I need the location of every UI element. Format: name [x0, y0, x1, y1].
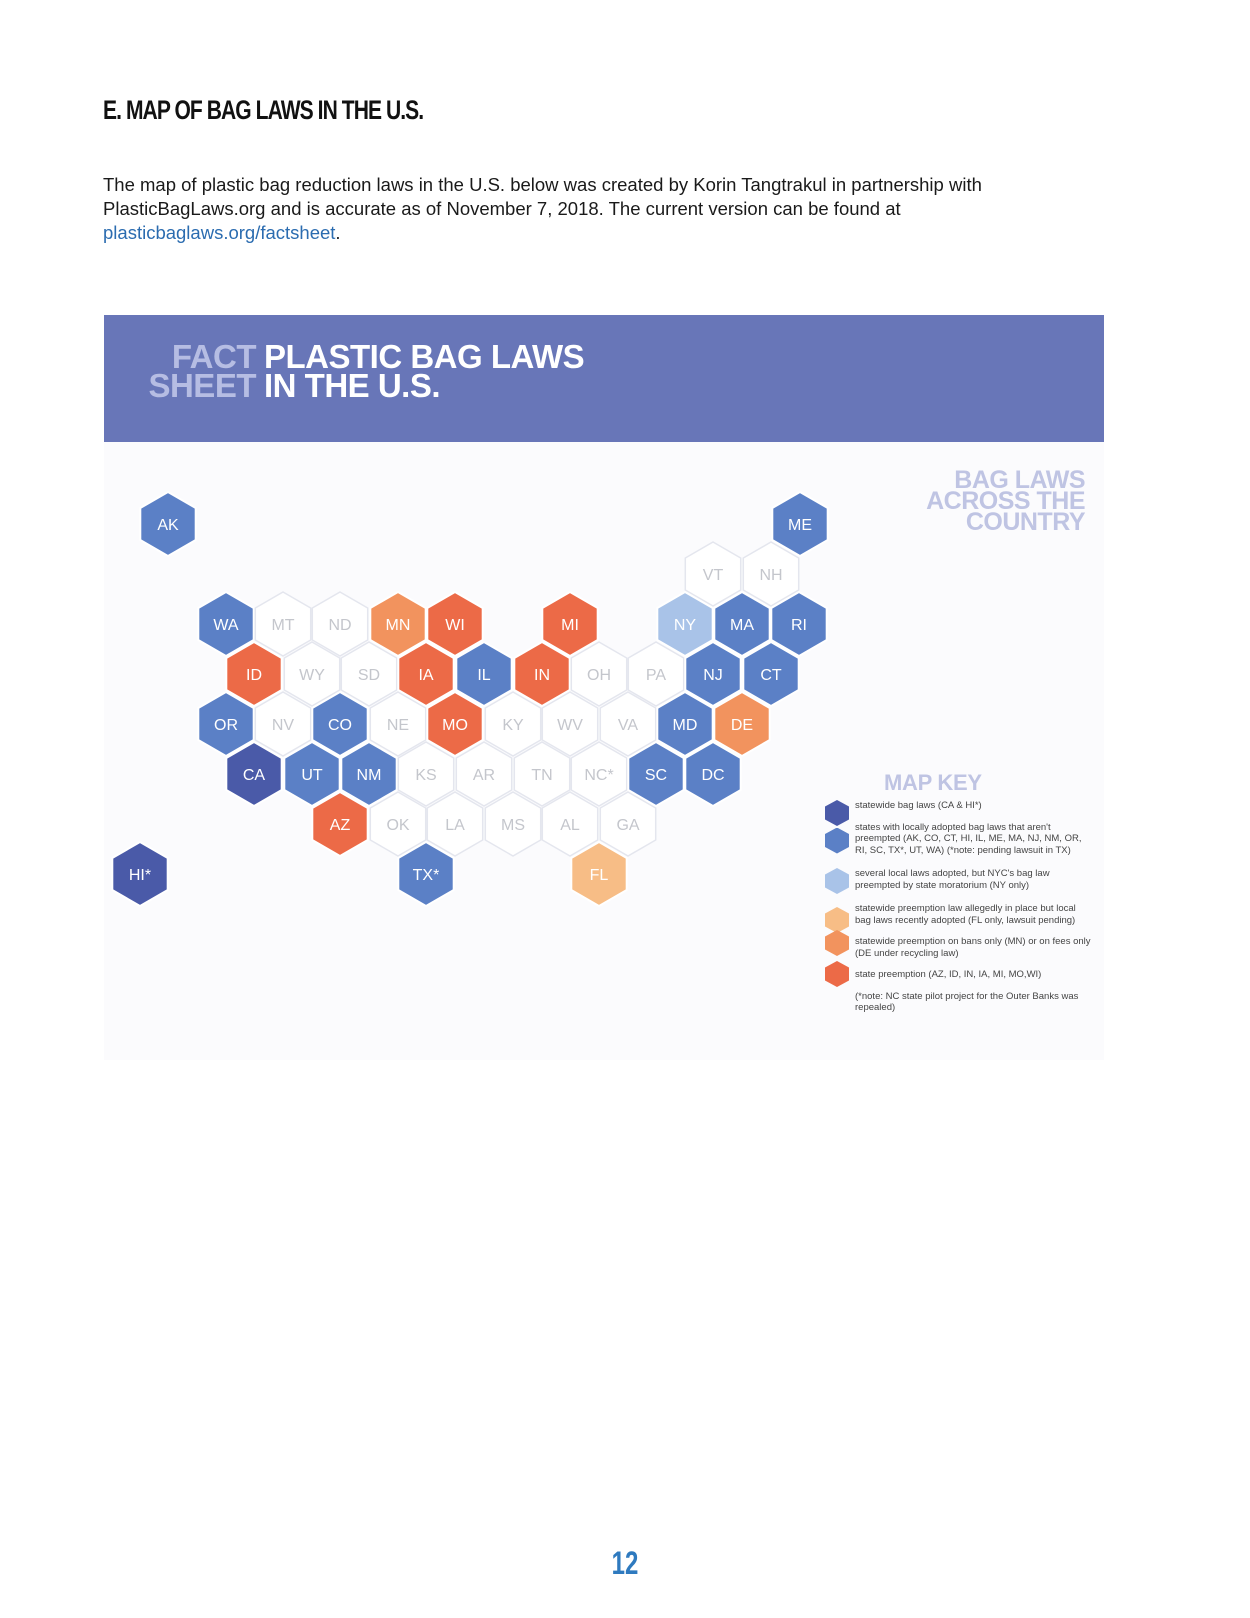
state-label-ky: KY	[502, 717, 524, 734]
legend-text: state preemption (AZ, ID, IN, IA, MI, MO,WI)	[855, 969, 1042, 980]
state-label-nc: NC*	[584, 767, 614, 784]
legend-swatch-hex-icon	[825, 828, 849, 854]
state-label-ut: UT	[301, 767, 323, 784]
legend-item-fl	[823, 903, 1093, 926]
state-label-hi: HI*	[128, 867, 152, 884]
state-label-sc: SC	[644, 767, 668, 784]
state-label-me: ME	[788, 517, 812, 534]
state-tile-fl	[571, 842, 626, 906]
fact-label: FACT	[171, 338, 256, 375]
legend-item-local	[823, 822, 1093, 857]
state-label-ma: MA	[730, 617, 754, 634]
section-title: E. MAP OF BAG LAWS IN THE U.S.	[103, 95, 424, 125]
state-label-id: ID	[246, 667, 262, 684]
state-label-ct: CT	[760, 667, 782, 684]
legend-note: (*note: NC state pilot project for the Outer Banks was repealed)	[855, 990, 1079, 1013]
banner-title-line-1: PLASTIC BAG LAWS	[264, 338, 585, 375]
map-subtitle-line-1: BAG LAWS	[954, 466, 1085, 494]
state-label-or: OR	[214, 717, 238, 734]
state-label-ak: AK	[157, 517, 179, 534]
state-label-ks: KS	[415, 767, 437, 784]
intro-text: The map of plastic bag reduction laws in the U.S. below was created by Korin Tangtrakul in partnership with PlasticBagLaws.org and is accurate as of November 7, 2018. The current version can be found at	[103, 174, 982, 219]
state-label-il: IL	[477, 667, 491, 684]
state-label-mn: MN	[385, 617, 411, 634]
legend-swatch-hex-icon	[825, 930, 849, 956]
legend-text: statewide bag laws (CA & HI*)	[855, 800, 982, 811]
legend-item-statewide	[823, 800, 1093, 812]
state-label-ms: MS	[501, 817, 525, 834]
state-label-ia: IA	[418, 667, 434, 684]
factsheet-link[interactable]: plasticbaglaws.org/factsheet	[103, 222, 336, 243]
state-label-ri: RI	[791, 617, 807, 634]
state-label-in: IN	[534, 667, 550, 684]
state-tile-ms	[485, 792, 540, 856]
state-label-ar: AR	[472, 767, 496, 784]
state-label-dc: DC	[701, 767, 725, 784]
state-tile-ak	[140, 492, 195, 556]
state-label-nv: NV	[271, 717, 295, 734]
legend-text: statewide preemption law allegedly in place but local bag laws recently adopted (FL only, lawsuit pending)	[855, 903, 1076, 926]
state-label-wv: WV	[557, 717, 583, 734]
state-label-sd: SD	[357, 667, 381, 684]
legend-item-preempt	[823, 969, 1093, 981]
state-label-ne: NE	[386, 717, 410, 734]
legend-swatch-hex-icon	[825, 907, 849, 933]
state-label-wi: WI	[445, 617, 465, 634]
state-label-vt: VT	[702, 567, 724, 584]
state-label-nd: ND	[328, 617, 352, 634]
intro-trail: .	[335, 222, 341, 243]
sheet-label: SHEET	[148, 367, 256, 404]
state-label-nm: NM	[356, 767, 382, 784]
state-label-oh: OH	[587, 667, 611, 684]
state-label-tx: TX*	[412, 867, 440, 884]
state-label-ny: NY	[673, 617, 697, 634]
legend-text: states with locally adopted bag laws that aren't preempted (AK, CO, CT, HI, IL, ME, MA, NJ, NM, OR, RI, SC, TX*, UT, WA) (*note: pending lawsuit in TX)	[855, 821, 1082, 856]
state-label-nh: NH	[759, 567, 783, 584]
state-label-ok: OK	[386, 817, 410, 834]
legend-text: statewide preemption on bans only (MN) or on fees only (DE under recycling law)	[855, 936, 1091, 959]
state-label-wy: WY	[299, 667, 325, 684]
state-tile-me	[772, 492, 827, 556]
legend-item-partial	[823, 936, 1093, 959]
map-subtitle-line-2: ACROSS THE	[926, 487, 1085, 515]
state-label-al: AL	[560, 817, 580, 834]
state-label-ca: CA	[242, 767, 266, 784]
state-label-de: DE	[730, 717, 754, 734]
page-number: 12	[611, 1545, 639, 1581]
legend-item-ny	[823, 868, 1093, 891]
legend-swatch-hex-icon	[825, 868, 849, 894]
state-tile-hi	[112, 842, 167, 906]
state-label-md: MD	[672, 717, 698, 734]
state-label-az: AZ	[329, 817, 351, 834]
map-subtitle-line-3: COUNTRY	[965, 508, 1085, 536]
state-label-tn: TN	[531, 767, 553, 784]
state-label-ga: GA	[616, 817, 640, 834]
state-label-pa: PA	[645, 667, 667, 684]
legend-text: several local laws adopted, but NYC's bag law preempted by state moratorium (NY only)	[855, 868, 1050, 891]
state-tile-nc	[571, 742, 626, 806]
banner-title-line-2: IN THE U.S.	[264, 367, 441, 404]
state-label-nj: NJ	[703, 667, 723, 684]
map-key-title: MAP KEY	[884, 770, 982, 795]
state-label-fl: FL	[589, 867, 609, 884]
state-label-mi: MI	[561, 617, 579, 634]
legend-swatch-hex-icon	[825, 961, 849, 987]
state-label-co: CO	[328, 717, 352, 734]
state-label-la: LA	[445, 817, 465, 834]
state-label-mt: MT	[271, 617, 295, 634]
map-key-legend	[823, 800, 1093, 1014]
state-label-mo: MO	[442, 717, 468, 734]
state-label-va: VA	[617, 717, 639, 734]
state-label-wa: WA	[213, 617, 239, 634]
